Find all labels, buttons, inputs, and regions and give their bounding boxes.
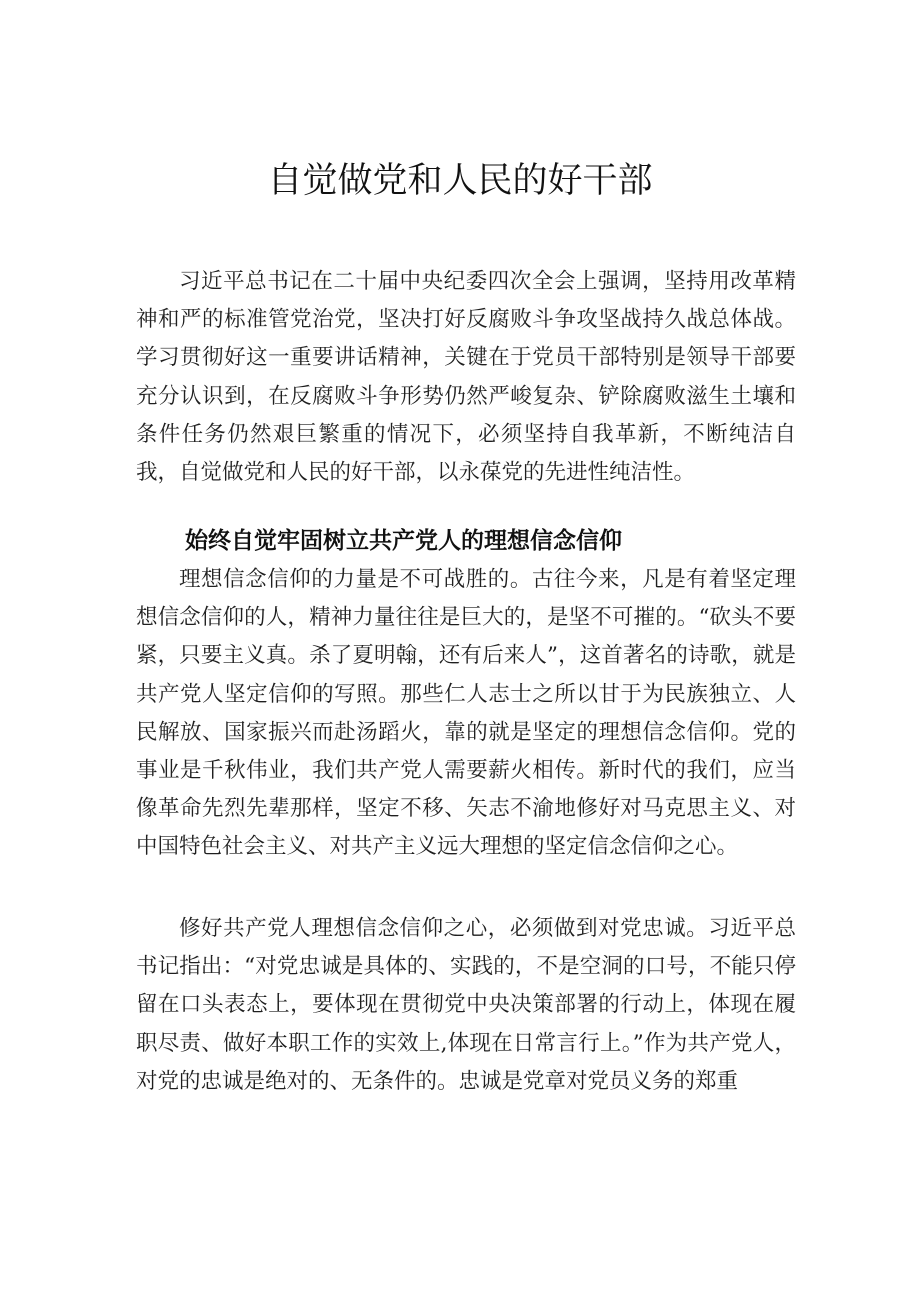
- section-paragraph-1: 理想信念信仰的力量是不可战胜的。古往今来，凡是有着坚定理想信念信仰的人，精神力量往往是巨大的，是坚不可摧的。“砍头不要紧，只要主义真。杀了夏明翰，还有后来人”，这首著名的诗歌，就是共产党人坚定信仰的写照。那些仁人志士之所以甘于为民族独立、人民解放、国家振兴而赴汤蹈火，靠的就是坚定的理想信念信仰。党的事业是千秋伟业，我们共产党人需要薪火相传。新时代的我们，应当像革命先烈先辈那样，坚定不移、矢志不渝地修好对马克思主义、对中国特色社会主义、对共产主义远大理想的坚定信念信仰之心。: [136, 567, 796, 860]
- document-title: 自觉做党和人民的好干部: [267, 161, 653, 201]
- intro-paragraph: 习近平总书记在二十届中央纪委四次全会上强调，坚持用改革精神和严的标准管党治党，坚决打好反腐败斗争攻坚战持久战总体战。学习贯彻好这一重要讲话精神，关键在于党员干部特别是领导干部要充分认识到，在反腐败斗争形势仍然严峻复杂、铲除腐败滋生土壤和条件任务仍然艰巨繁重的情况下，必须坚持自我革新，不断纯洁自我，自觉做党和人民的好干部，以永葆党的先进性纯洁性。: [136, 269, 796, 486]
- section-paragraph-2: 修好共产党人理想信念信仰之心，必须做到对党忠诚。习近平总书记指出：“对党忠诚是具体的、实践的，不是空洞的口号，不能只停留在口头表态上，要体现在贯彻党中央决策部署的行动上，体现在履职尽责、做好本职工作的实效上,体现在日常言行上。”作为共产党人，对党的忠诚是绝对的、无条件的。忠诚是党章对党员义务的郑重: [136, 916, 796, 1094]
- section-heading: 始终自觉牢固树立共产党人的理想信念信仰: [185, 528, 622, 554]
